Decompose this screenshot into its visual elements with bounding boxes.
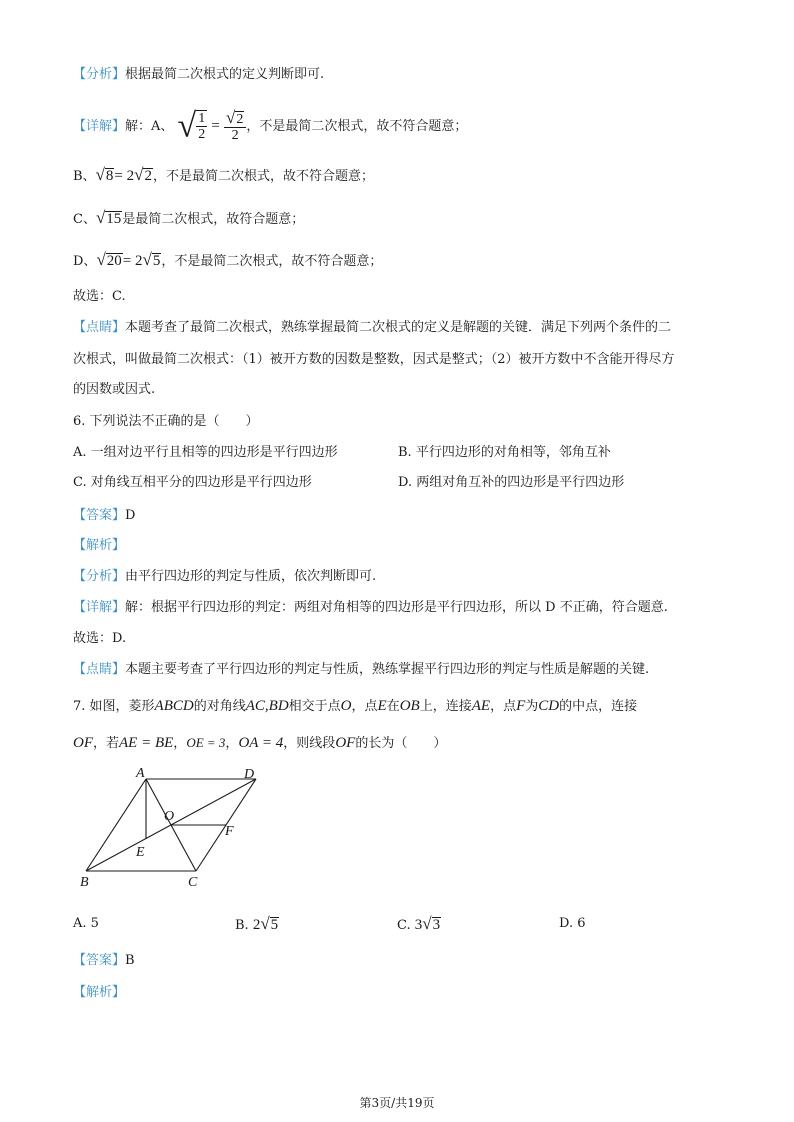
q5-comment-3: 的因数或因式. bbox=[73, 382, 156, 397]
label-o: O bbox=[164, 809, 175, 824]
q6-option-d: D. 两组对角互补的四边形是平行四边形 bbox=[398, 475, 625, 490]
label-f: F bbox=[225, 824, 234, 839]
q7-explain-tag: 【解析】 bbox=[73, 985, 126, 1000]
q5-analysis bbox=[73, 66, 324, 84]
label-a: A bbox=[136, 766, 145, 781]
sqrt2-over-2: $\frac{√2}{2}$ bbox=[224, 110, 246, 143]
q6-detail: 【详解】解：根据平行四边形的判定：两组对角相等的四边形是平行四边形，所以 D 不正确，符合题意. bbox=[73, 600, 668, 615]
q6-option-b: B. 平行四边形的对角相等，邻角互补 bbox=[398, 445, 611, 460]
q7-stem-line1: 7. 如图，菱形ABCD的对角线AC,BD相交于点O，点E在OB上，连接AE，点F为CD的中点，连接 bbox=[73, 698, 638, 714]
detail-tag: 【详解】 bbox=[73, 119, 126, 134]
q6-answer: 【答案】D bbox=[73, 508, 136, 523]
q7-stem-line2: OF，若AE = BE，OE = 3，OA = 4，则线段OF的长为（ ） bbox=[73, 735, 447, 751]
q6-comment: 【点睛】本题主要考查了平行四边形的判定与性质，熟练掌握平行四边形的判定与性质是解题的关键. bbox=[73, 662, 650, 677]
q5-detail-c: C、√15是最简二次根式，故符合题意； bbox=[73, 208, 305, 227]
label-d: D bbox=[244, 767, 255, 782]
label-c: C bbox=[188, 875, 198, 890]
sqrt-half: √ $\frac{1}{2}$ bbox=[177, 107, 206, 144]
q5-comment-1: 【点睛】本题考查了最简二次根式，熟练掌握最简二次根式的定义是解题的关键．满足下列两个条件的二 bbox=[73, 320, 672, 335]
q6-analysis: 【分析】由平行四边形的判定与性质，依次判断即可. bbox=[73, 569, 377, 584]
analysis-text: 根据最简二次根式的定义判断即可. bbox=[125, 67, 325, 82]
q5-detail-b: B、√8= 2√2，不是最简二次根式，故不符合题意； bbox=[73, 165, 374, 184]
detail-prefix: 解：A、 bbox=[125, 119, 174, 134]
q6-option-c: C. 对角线互相平分的四边形是平行四边形 bbox=[73, 475, 312, 490]
analysis-tag: 【分析】 bbox=[73, 67, 126, 82]
rhombus-figure bbox=[70, 764, 290, 894]
q7-option-a: A. 5 bbox=[73, 916, 99, 931]
label-b: B bbox=[80, 875, 89, 890]
q6-option-a: A. 一组对边平行且相等的四边形是平行四边形 bbox=[73, 445, 338, 460]
page-footer: 第3页/共19页 bbox=[359, 1096, 435, 1110]
q7-option-c: C. 3√3 bbox=[397, 914, 441, 933]
q5-detail-d: D、√20= 2√5，不是最简二次根式，故不符合题意； bbox=[73, 250, 383, 269]
q6-stem: 6. 下列说法不正确的是（ ） bbox=[73, 414, 259, 429]
q6-explain-tag: 【解析】 bbox=[73, 538, 126, 553]
q7-option-d: D. 6 bbox=[559, 916, 586, 931]
a-tail: ，不是最简二次根式，故不符合题意； bbox=[246, 119, 468, 134]
label-e: E bbox=[136, 845, 145, 860]
q5-comment-2: 次根式，叫做最简二次根式：（1）被开方数的因数是整数，因式是整式；（2）被开方数中不含能开得尽方 bbox=[73, 352, 675, 367]
q5-detail-a: 【详解】解：A、 √ $\frac{1}{2}$ = $\frac{√2}{2}$ ，不是最简二次根式，故不符合题意； bbox=[73, 106, 467, 146]
q6-choose: 故选：D. bbox=[73, 631, 127, 646]
q7-option-b: B. 2√5 bbox=[235, 914, 279, 933]
q7-answer: 【答案】B bbox=[73, 953, 135, 968]
q5-choose: 故选：C. bbox=[73, 289, 126, 304]
